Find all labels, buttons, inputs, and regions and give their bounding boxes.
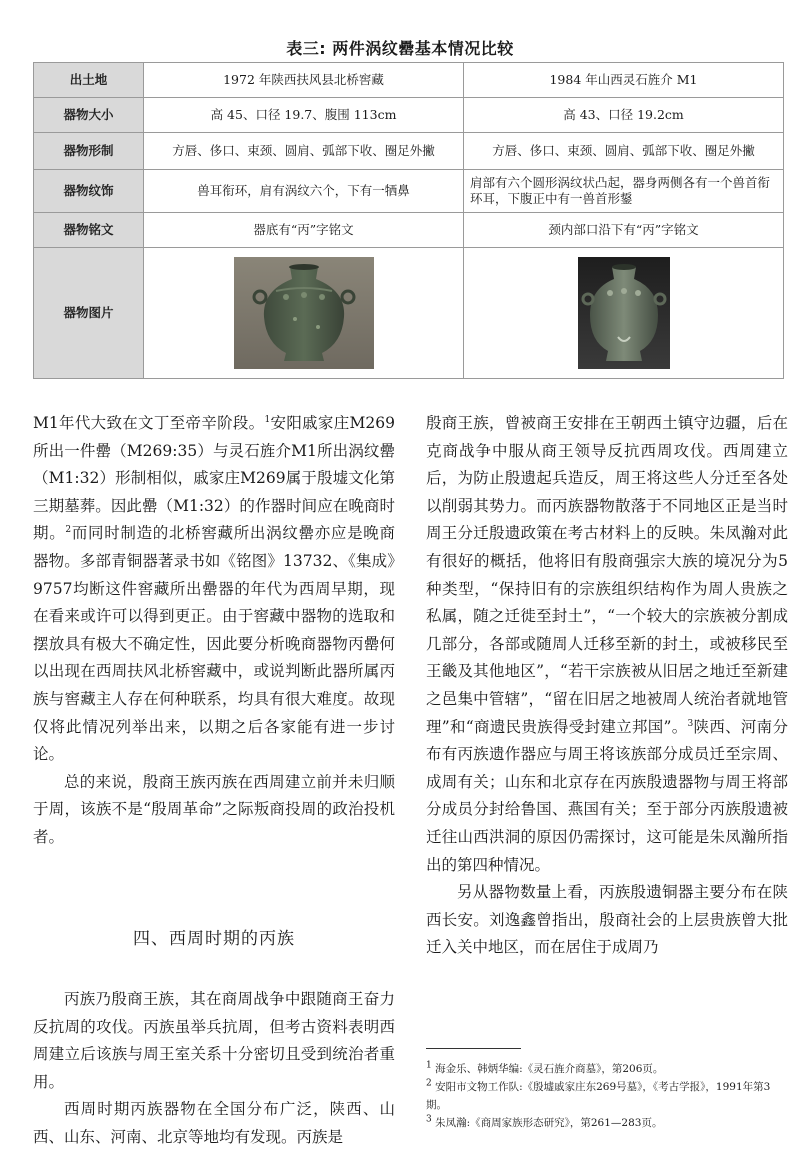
cell-vessel-a: 兽耳衔环，肩有涡纹六个，下有一牺鼻	[144, 170, 464, 213]
footnote-number: 3	[426, 1114, 432, 1125]
right-column	[426, 410, 788, 962]
footnote-divider	[426, 1048, 521, 1049]
footnote-ref: 1	[264, 414, 271, 425]
text-run: 而同时制造的北桥窖藏所出涡纹罍亦应是晚商器物。多部青铜器著录书如《铭图》13732、《集成》9757均断这件窖藏所出罍器的年代为西周早期，现在看来或许可以得到更正。由于窖藏中器物的选取和摆放具有极大不确定性，因此要分析晚商器物丙罍何以出现在西周扶风北桥窖藏中，或说判断此器所属丙族与窖藏主人存在何种联系，均具有很大难度。故现仅将此情况列举出来，以期之后各家能有进一步讨论。	[33, 524, 395, 764]
paragraph	[33, 410, 395, 769]
row-label: 器物铭文	[34, 213, 144, 248]
cell-vessel-b-photo	[464, 248, 784, 379]
row-label: 出土地	[34, 63, 144, 98]
cell-vessel-a-photo	[144, 248, 464, 379]
paragraph: 丙族乃殷商王族，其在商周战争中跟随商王奋力反抗周的攻伐。丙族虽举兵抗周，但考古资料表明西周建立后该族与周王室关系十分密切且受到统治者重用。	[33, 990, 395, 1091]
vessel-photo-beiqiao	[234, 257, 374, 369]
row-label: 器物纹饰	[34, 170, 144, 213]
table-row	[34, 248, 784, 379]
footnote-ref: 3	[687, 718, 694, 729]
cell-vessel-b: 颈内部口沿下有“丙”字铭文	[464, 213, 784, 248]
row-label: 器物图片	[34, 248, 144, 379]
footnote-text: 朱凤瀚:《商周家族形态研究》，第261—283页。	[435, 1117, 663, 1129]
cell-vessel-a: 方唇、侈口、束颈、圆肩、弧部下收、圈足外撇	[144, 133, 464, 170]
footnote-text: 海金乐、韩炳华编:《灵石旌介商墓》，第206页。	[435, 1063, 664, 1075]
left-column	[33, 410, 395, 852]
text-run: 殷商王族，曾被商王安排在王朝西土镇守边疆，后在克商战争中服从商王领导反抗西周攻伐。西周建立后，为防止殷遗起兵造反，周王将这些人分迁至各处以削弱其势力。而丙族器物散落于不同地区正是当时周王分迁殷遗政策在考古材料上的反映。朱凤瀚对此有很好的概括，他将旧有殷商强宗大族的境况分为5种类型，“保持旧有的宗族组织结构作为周人贵族之私属，随之迁徙至封土”，“一个较大的宗族被分割成几部分，各部或随周人迁移至新的封土，或被移民至王畿及其他地区”，“若干宗族被从旧居之地迁至新建之邑集中管辖”，“留在旧居之地被周人统治者就地管理”和“商遗民贵族得受封建立邦国”。	[426, 414, 788, 736]
table-row	[34, 213, 784, 248]
text-run: M1年代大致在文丁至帝辛阶段。	[33, 414, 265, 432]
table-row	[34, 98, 784, 133]
cell-vessel-b: 肩部有六个圆形涡纹状凸起，器身两侧各有一个兽首衔环耳，下腹正中有一兽首形鋬	[464, 170, 784, 213]
footnote	[426, 1060, 788, 1078]
cell-vessel-b: 方唇、侈口、束颈、圆肩、弧部下收、圈足外撇	[464, 133, 784, 170]
text-run: 陕西、河南分布有丙族遗作器应与周王将该族部分成员迁至宗周、成周有关；山东和北京存在丙族殷遗器物与周王将部分成员分封给鲁国、燕国有关；至于部分丙族殷遗被迁往山西洪洞的原因仍需探讨，这可能是朱凤瀚所指出的第四种情况。	[426, 717, 788, 874]
paragraph: 另从器物数量上看，丙族殷遗铜器主要分布在陕西长安。刘逸鑫曾指出，殷商社会的上层贵族曾大批迁入关中地区，而在居住于成周乃	[426, 883, 788, 957]
cell-vessel-a: 1972 年陕西扶风县北桥窖藏	[144, 63, 464, 98]
paragraph	[426, 410, 788, 879]
table-title: 表三: 两件涡纹罍基本情况比较	[286, 39, 514, 58]
cell-vessel-a: 高 45、口径 19.7、腹围 113cm	[144, 98, 464, 133]
cell-vessel-b: 高 43、口径 19.2cm	[464, 98, 784, 133]
footnote	[426, 1114, 788, 1132]
table-row	[34, 133, 784, 170]
section-heading: 四、西周时期的丙族	[133, 929, 295, 949]
footnote-text: 安阳市文物工作队:《殷墟戚家庄东269号墓》，《考古学报》，1991年第3期。	[426, 1081, 771, 1111]
paragraph: 总的来说，殷商王族丙族在西周建立前并未归顺于周，该族不是“殷周革命”之际叛商投周的政治投机者。	[33, 772, 395, 846]
footnote-number: 1	[426, 1060, 432, 1071]
left-column-lower	[33, 986, 395, 1152]
table-row	[34, 63, 784, 98]
footnotes	[426, 1060, 788, 1132]
text-run: 安阳戚家庄M269所出一件罍（M269:35）与灵石旌介M1所出涡纹罍（M1:32）形制相似，戚家庄M269属于殷墟文化第三期墓葬。因此罍（M1:32）的作器时间应在晚商时期。	[33, 414, 395, 543]
row-label: 器物大小	[34, 98, 144, 133]
paragraph: 西周时期丙族器物在全国分布广泛，陕西、山西、山东、河南、北京等地均有发现。丙族是	[33, 1100, 395, 1146]
footnote	[426, 1078, 788, 1114]
vessel-photo-jingjie	[578, 257, 670, 369]
footnote-number: 2	[426, 1078, 432, 1089]
cell-vessel-a: 器底有“丙”字铭文	[144, 213, 464, 248]
row-label: 器物形制	[34, 133, 144, 170]
footnote-ref: 2	[65, 525, 72, 536]
table-row	[34, 170, 784, 213]
cell-vessel-b: 1984 年山西灵石旌介 M1	[464, 63, 784, 98]
comparison-table	[33, 62, 784, 379]
